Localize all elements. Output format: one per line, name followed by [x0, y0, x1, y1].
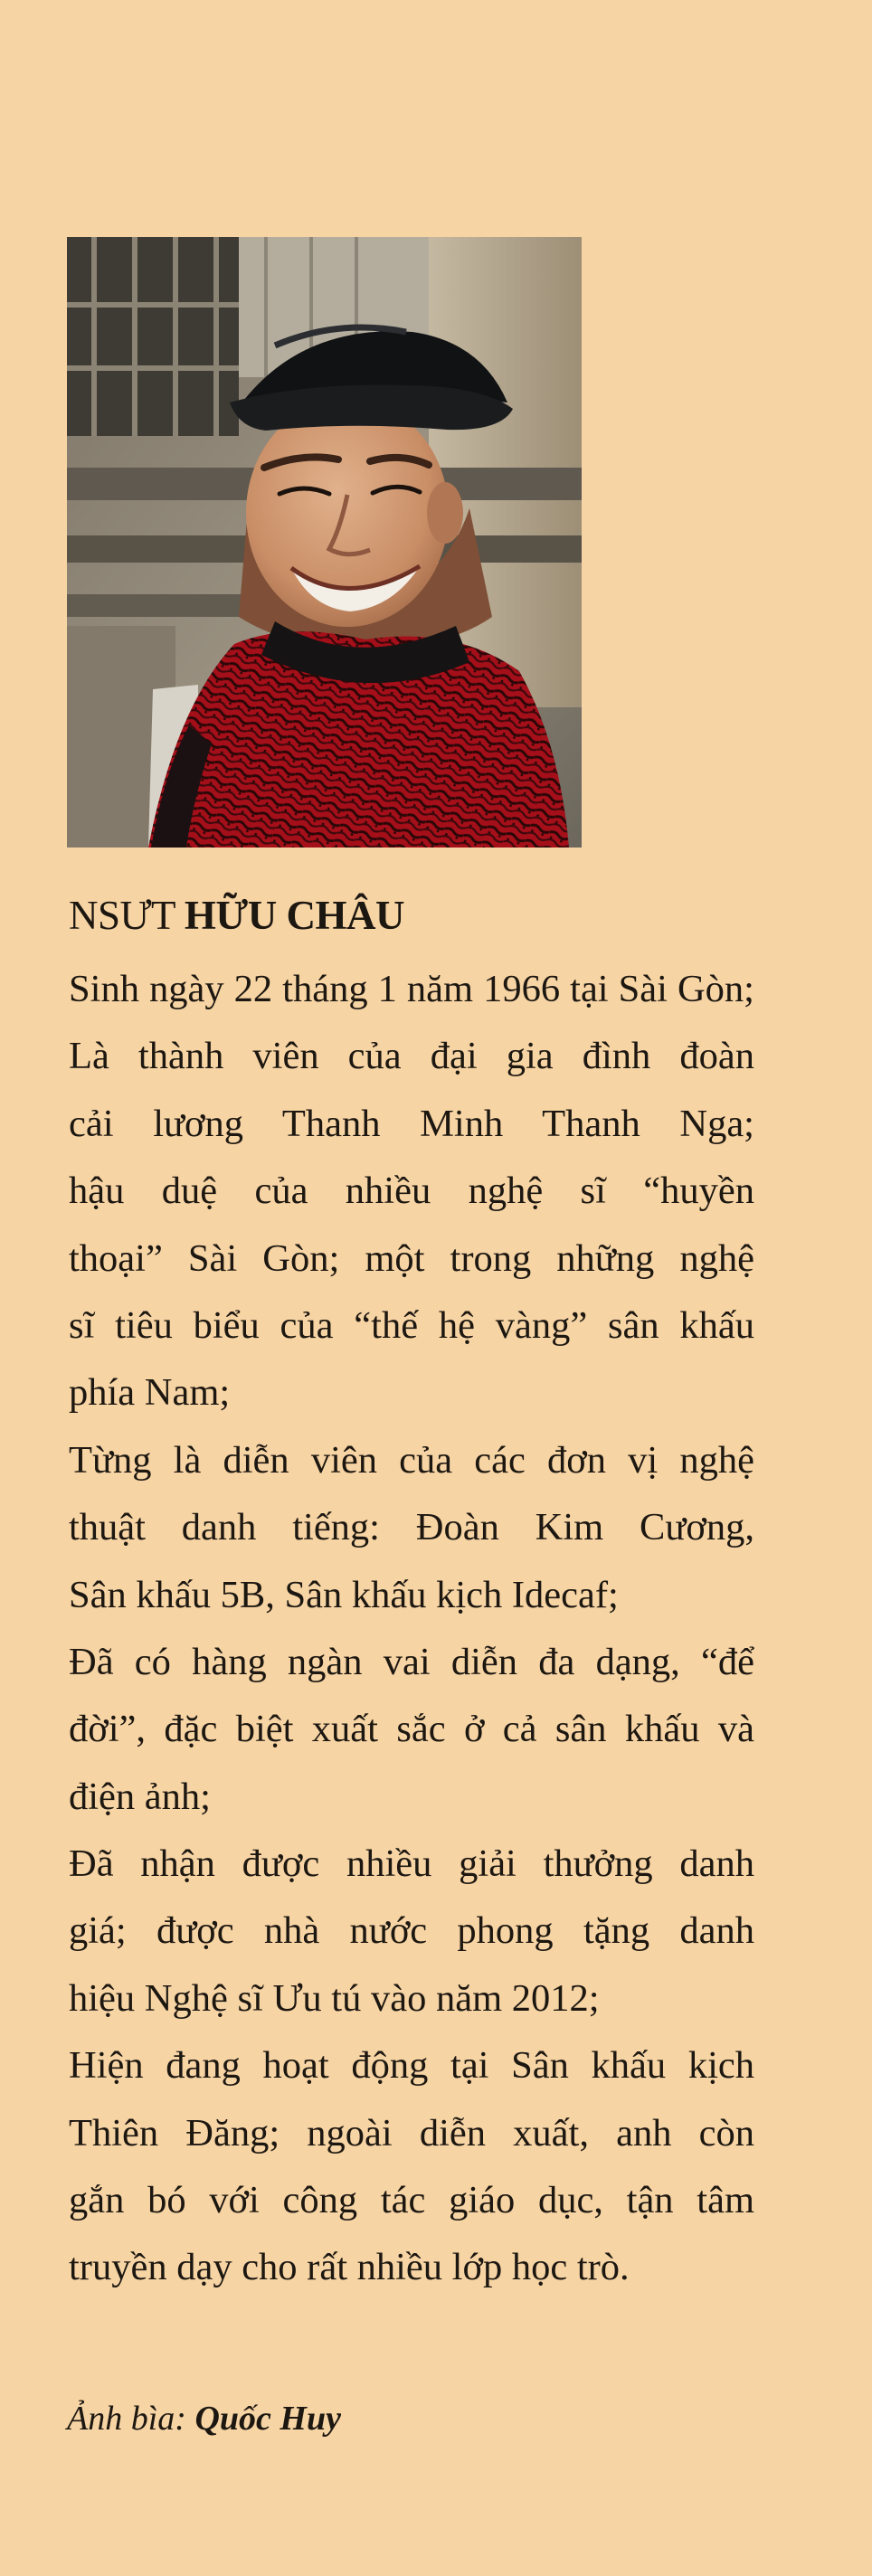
- cover-photo-credit: [67, 2399, 341, 2439]
- bio-line: Sinh ngày 22 tháng 1 năm 1966 tại Sài Gòn;: [69, 968, 754, 1010]
- bio-line: cải lương Thanh Minh Thanh Nga;: [69, 1102, 754, 1145]
- author-name: HỮU CHÂU: [184, 893, 404, 938]
- bio-line: hiệu Nghệ sĩ Ưu tú vào năm 2012;: [69, 1976, 600, 2020]
- bio-line: Sân khấu 5B, Sân khấu kịch Idecaf;: [69, 1573, 619, 1616]
- bio-line: giá; được nhà nước phong tặng danh: [69, 1909, 754, 1953]
- bio-line: Từng là diễn viên của các đơn vị nghệ: [69, 1438, 754, 1482]
- author-bio: [69, 956, 754, 2302]
- bio-line: truyền dạy cho rất nhiều lớp học trò.: [69, 2246, 630, 2289]
- bio-line: thuật danh tiếng: Đoàn Kim Cương,: [69, 1506, 754, 1549]
- bio-line: phía Nam;: [69, 1371, 231, 1415]
- author-info: [69, 895, 754, 2302]
- bio-line: đời”, đặc biệt xuất sắc ở cả sân khấu và: [69, 1708, 754, 1751]
- bio-line: hậu duệ của nhiều nghệ sĩ “huyền: [69, 1170, 754, 1213]
- cover-photo-credit-name: Quốc Huy: [194, 2400, 341, 2438]
- author-title-prefix: NSƯT: [69, 893, 175, 938]
- author-title: [69, 895, 754, 936]
- bio-line: Thiên Đăng; ngoài diễn xuất, anh còn: [69, 2111, 754, 2155]
- bio-line: điện ảnh;: [69, 1775, 211, 1818]
- bio-line: sĩ tiêu biểu của “thế hệ vàng” sân khấu: [69, 1303, 754, 1347]
- bio-line: Đã nhận được nhiều giải thưởng danh: [69, 1842, 754, 1886]
- bio-line: gắn bó với công tác giáo dục, tận tâm: [69, 2179, 754, 2222]
- bio-line: Hiện đang hoạt động tại Sân khấu kịch: [69, 2044, 754, 2088]
- bio-line: Là thành viên của đại gia đình đoàn: [69, 1035, 754, 1078]
- cover-photo-credit-label: Ảnh bìa:: [67, 2400, 186, 2438]
- bio-line: Đã có hàng ngàn vai diễn đa dạng, “để: [69, 1640, 754, 1683]
- portrait-photo: [67, 237, 582, 848]
- bio-line: thoại” Sài Gòn; một trong những nghệ: [69, 1236, 754, 1280]
- portrait-image: [67, 237, 582, 848]
